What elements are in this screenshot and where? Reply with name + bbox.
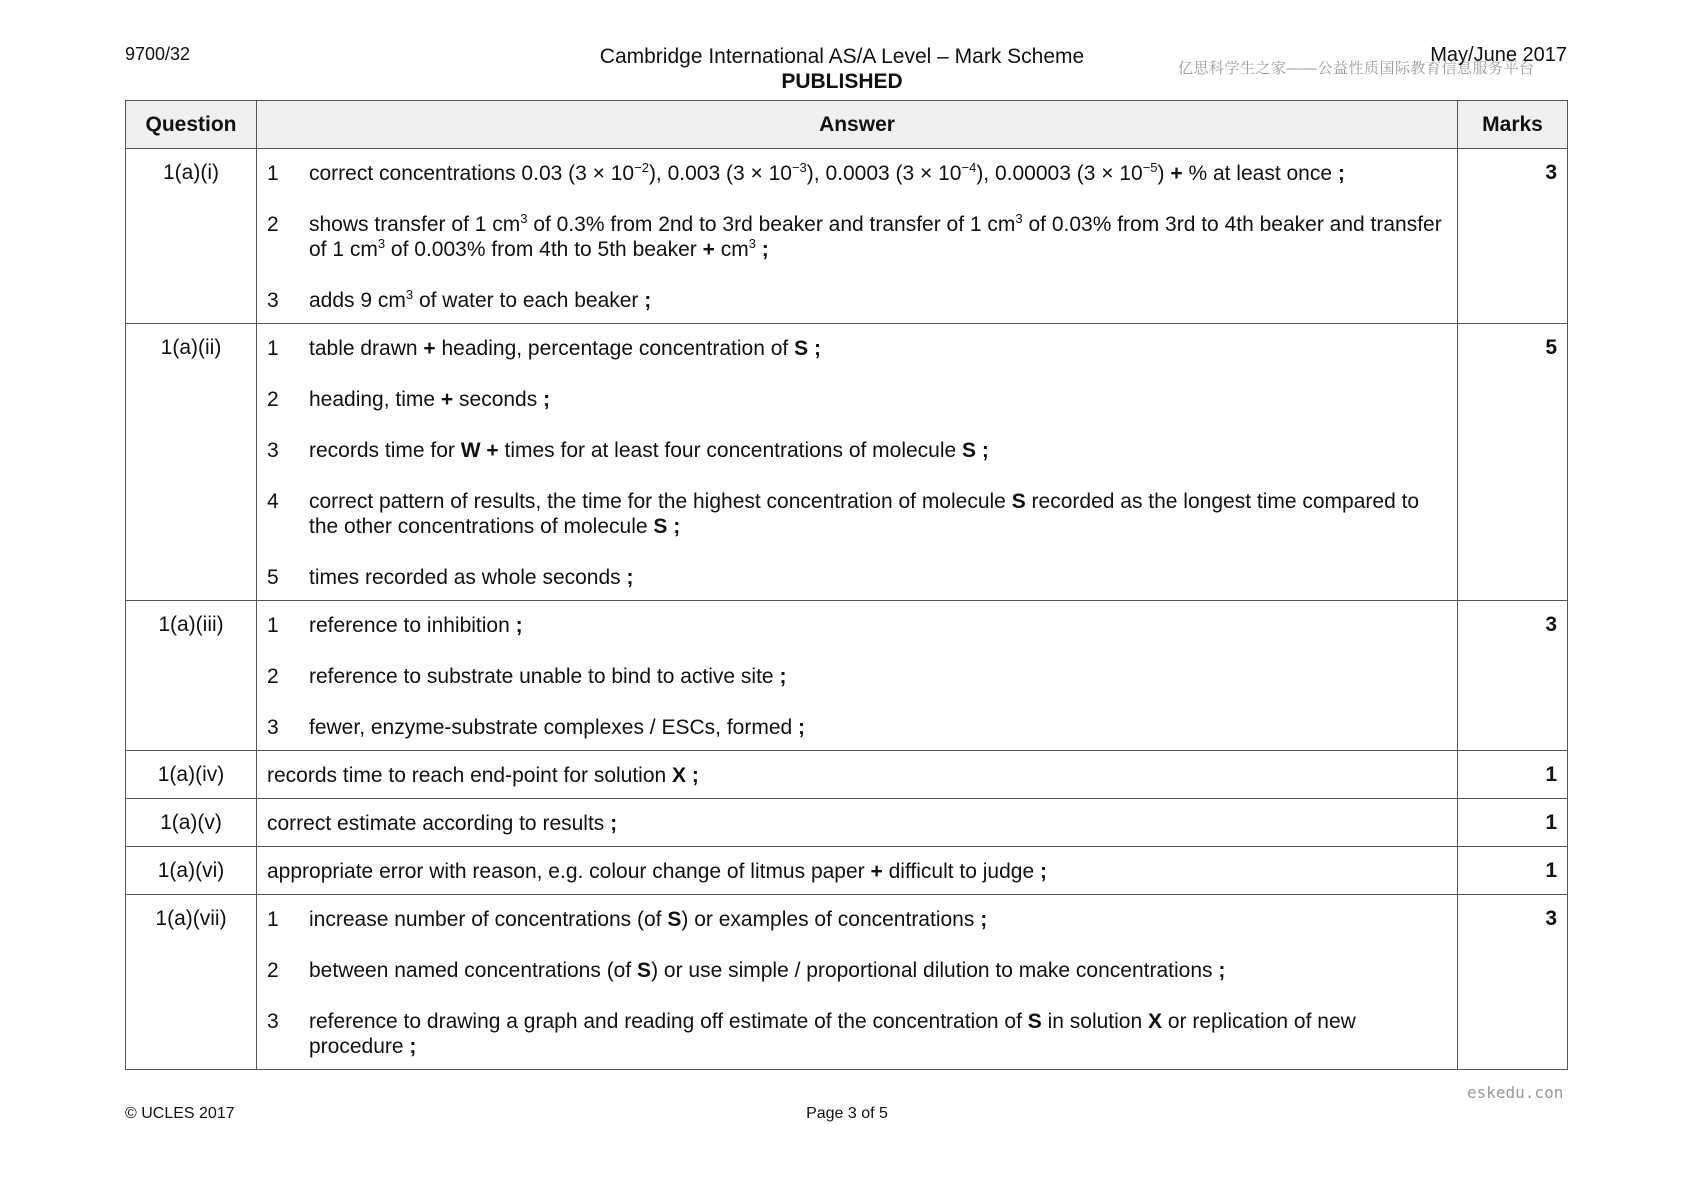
item-text: records time for W + times for at least four concentrations of molecule S ; — [309, 439, 989, 462]
list-item — [267, 212, 1447, 262]
item-text: reference to substrate unable to bind to active site ; — [309, 665, 787, 688]
marks-cell: 5 — [1458, 324, 1568, 601]
list-item — [267, 613, 1447, 638]
item-number: 2 — [267, 959, 279, 982]
answer-cell — [257, 149, 1458, 324]
table-row — [126, 149, 1568, 324]
mark-scheme-table — [125, 100, 1568, 1070]
item-number: 3 — [267, 716, 279, 739]
answer-cell — [257, 601, 1458, 751]
list-item — [267, 565, 1447, 590]
marks-cell: 1 — [1458, 847, 1568, 895]
answer-cell — [257, 847, 1458, 895]
item-text: fewer, enzyme-substrate complexes / ESCs, formed ; — [309, 716, 806, 739]
item-text: adds 9 $cm^3$ of water to each beaker ; — [309, 287, 652, 312]
table-row — [126, 799, 1568, 847]
marks-cell: 3 — [1458, 601, 1568, 751]
table-row — [126, 601, 1568, 751]
list-item — [267, 907, 1447, 932]
item-number: 1 — [267, 337, 279, 360]
paper-code: 9700/32 — [125, 44, 191, 64]
table-row — [126, 751, 1568, 799]
item-number: 1 — [267, 162, 279, 185]
answer-text: records time to reach end-point for solution X ; — [267, 764, 699, 787]
list-item — [267, 161, 1447, 186]
marks-cell: 1 — [1458, 799, 1568, 847]
item-text: correct pattern of results, the time for the highest concentration of molecule S recorded as the longest time compared to the other concentrations of molecule S ; — [309, 490, 1420, 538]
item-text: correct concentrations 0.03 $(3 \times 10^{-2})$, 0.003 $(3 \times 10^{-3})$, 0.0003 $(3 \times 10^{-4})$, 0.00003 $(3 \times 10^{-5})$ + % at least once ; — [309, 160, 1345, 185]
item-text: reference to inhibition ; — [309, 614, 523, 637]
answer-cell — [257, 751, 1458, 799]
table-row — [126, 895, 1568, 1070]
list-item — [267, 664, 1447, 689]
item-number: 2 — [267, 665, 279, 688]
table-row — [126, 324, 1568, 601]
list-item — [267, 1009, 1447, 1059]
table-header-row — [126, 101, 1568, 149]
item-number: 5 — [267, 566, 279, 589]
item-number: 2 — [267, 213, 279, 236]
list-item — [267, 387, 1447, 412]
item-text: shows transfer of 1 $cm^3$ of 0.3% from 2nd to 3rd beaker and transfer of 1 $cm^3$ of 0.03% from 3rd to 4th beaker and transfer of 1 $cm^3$ of 0.003% from 4th to 5th beaker + $cm^3$ ; — [309, 211, 1442, 261]
item-text: table drawn + heading, percentage concentration of S ; — [309, 337, 821, 360]
list-item — [267, 489, 1447, 539]
answer-cell — [257, 799, 1458, 847]
item-text: heading, time + seconds ; — [309, 388, 551, 411]
answer-header: Answer — [257, 101, 1458, 149]
item-number: 3 — [267, 289, 279, 312]
question-cell: 1(a)(iv) — [126, 751, 257, 799]
item-number: 3 — [267, 439, 279, 462]
watermark-url: eskedu.con — [1467, 1083, 1564, 1102]
exam-session: May/June 2017 — [1430, 44, 1567, 66]
list-item — [267, 438, 1447, 463]
table-row — [126, 847, 1568, 895]
list-item — [267, 336, 1447, 361]
marks-cell: 3 — [1458, 895, 1568, 1070]
question-cell: 1(a)(vi) — [126, 847, 257, 895]
question-cell: 1(a)(vii) — [126, 895, 257, 1070]
item-number: 3 — [267, 1010, 279, 1033]
answer-text: appropriate error with reason, e.g. colour change of litmus paper + difficult to judge ; — [267, 860, 1047, 883]
published-label: PUBLISHED — [781, 70, 903, 93]
item-text: times recorded as whole seconds ; — [309, 566, 634, 589]
question-cell: 1(a)(iii) — [126, 601, 257, 751]
marks-header: Marks — [1458, 101, 1568, 149]
watermark-text: 亿思科学生之家——公益性质国际教育信息服务平台 — [1178, 60, 1535, 77]
item-text: increase number of concentrations (of S) or examples of concentrations ; — [309, 908, 988, 931]
list-item — [267, 715, 1447, 740]
answer-cell — [257, 895, 1458, 1070]
copyright: © UCLES 2017 — [125, 1105, 235, 1122]
list-item — [267, 958, 1447, 983]
title-text: Cambridge International AS/A Level – Mark Scheme — [599, 45, 1085, 68]
question-cell: 1(a)(v) — [126, 799, 257, 847]
item-number: 2 — [267, 388, 279, 411]
question-cell: 1(a)(ii) — [126, 324, 257, 601]
list-item — [267, 288, 1447, 313]
marks-cell: 3 — [1458, 149, 1568, 324]
page-number: Page 3 of 5 — [806, 1105, 888, 1122]
question-cell: 1(a)(i) — [126, 149, 257, 324]
answer-cell — [257, 324, 1458, 601]
question-header: Question — [126, 101, 257, 149]
item-text: reference to drawing a graph and reading off estimate of the concentration of S in solution X or replication of new procedure ; — [309, 1010, 1356, 1058]
answer-text: correct estimate according to results ; — [267, 812, 618, 835]
item-text: between named concentrations (of S) or use simple / proportional dilution to make concentrations ; — [309, 959, 1226, 982]
item-number: 1 — [267, 908, 279, 931]
item-number: 1 — [267, 614, 279, 637]
item-number: 4 — [267, 490, 279, 513]
marks-cell: 1 — [1458, 751, 1568, 799]
